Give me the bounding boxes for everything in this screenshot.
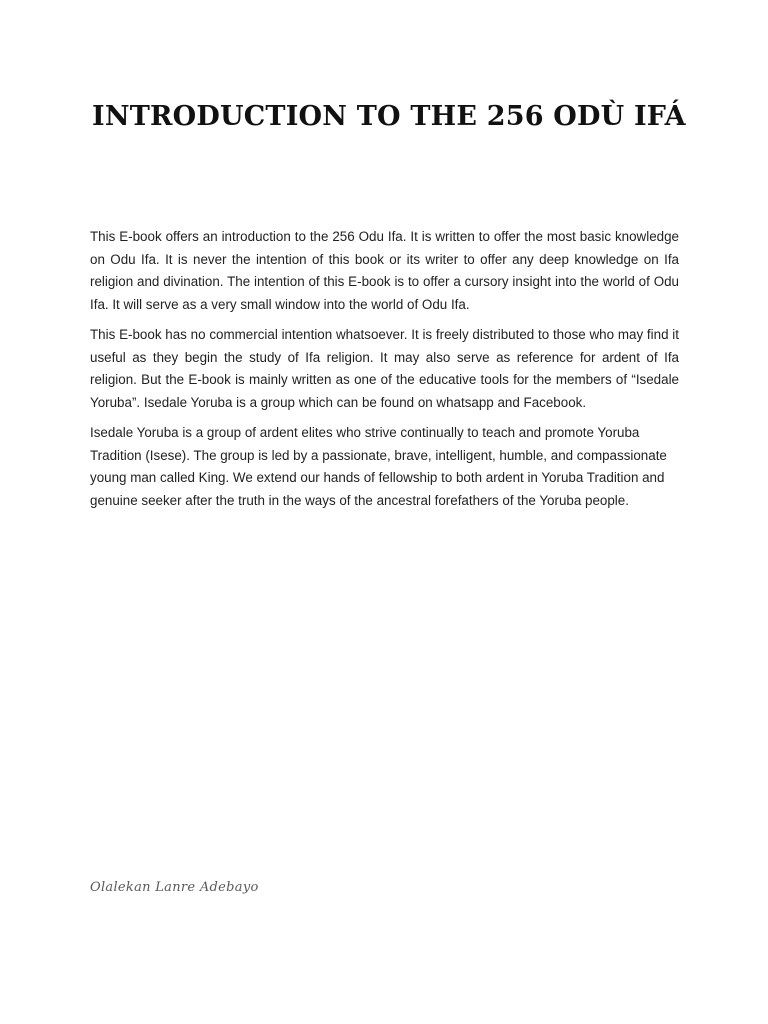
page-title: INTRODUCTION TO THE 256 ODÙ IFÁ [92, 101, 686, 132]
author-signature: Olalekan Lanre Adebayo [90, 880, 259, 895]
paragraph-intro: This E-book offers an introduction to the 256 Odu Ifa. It is written to offer the most basic knowledge on Odu Ifa. It is never the intention of this book or its writer to offer any deep knowledge on Ifa religion and divination. The intention of this E-book is to offer a cursory insight into the world of Odu Ifa. It will serve as a very small window into the world of Odu Ifa. [90, 229, 679, 312]
body-text [90, 226, 679, 520]
paragraph-distribution: This E-book has no commercial intention whatsoever. It is freely distributed to those who may find it useful as they begin the study of Ifa religion. It may also serve as reference for ardent of Ifa religion. But the E-book is mainly written as one of the educative tools for the members of “Isedale Yoruba”. Isedale Yoruba is a group which can be found on whatsapp and Facebook. [90, 327, 679, 410]
paragraph-group: Isedale Yoruba is a group of ardent elites who strive continually to teach and promote Yoruba Tradition (Isese). The group is led by a passionate, brave, intelligent, humble, and compassionate young man called King. We extend our hands of fellowship to both ardent in Yoruba Tradition and genuine seeker after the truth in the ways of the ancestral forefathers of the Yoruba people. [90, 425, 667, 508]
